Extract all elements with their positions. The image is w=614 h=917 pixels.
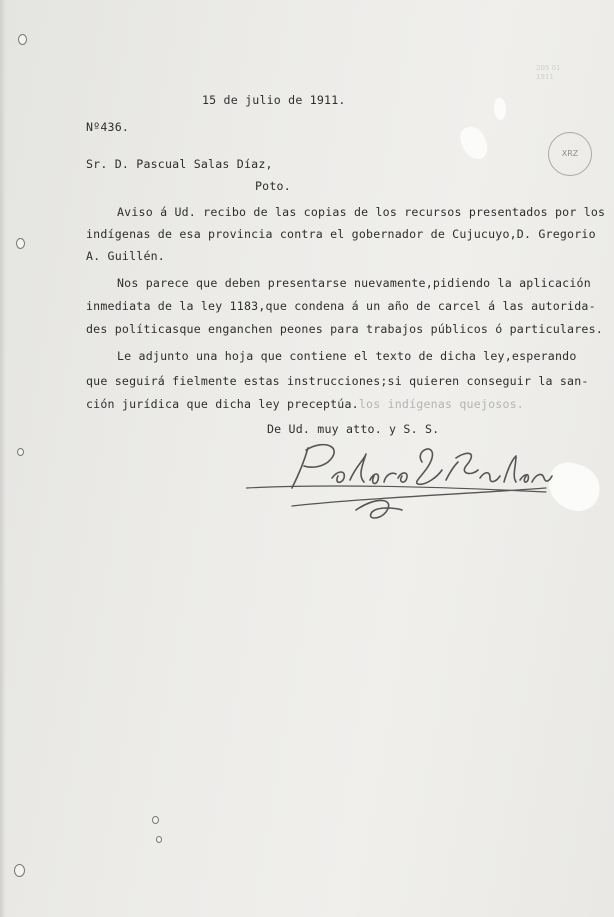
paragraph-2-line-2: inmediata de la ley 1183,que condena á un año de carcel á las autorida-	[86, 299, 596, 313]
paragraph-2-line-1: Nos parece que deben presentarse nuevamente,pidiendo la aplicación	[117, 276, 591, 290]
struck-out-text: los indígenas quejosos.	[358, 397, 524, 411]
punch-hole-top	[18, 34, 27, 45]
page-edge-shadow	[0, 0, 6, 917]
paragraph-3-line-2: que seguirá fielmente estas instrucciones;si quieren conseguir la san-	[86, 374, 589, 388]
archive-stamp: XRZ	[548, 132, 592, 176]
punch-hole-mark-2	[156, 836, 162, 843]
paragraph-3-line-1: Le adjunto una hoja que contiene el texto de dicha ley,esperando	[117, 349, 577, 363]
faint-archive-stamp: 205 01 1911	[536, 64, 561, 81]
paragraph-3-line-3-text: ción jurídica que dicha ley preceptúa.	[86, 397, 359, 411]
punch-hole-mark	[152, 816, 159, 824]
letter-date: 15 de julio de 1911.	[202, 93, 346, 107]
paper-wear-patch	[494, 98, 506, 120]
recipient-name: Sr. D. Pascual Salas Díaz,	[86, 157, 273, 171]
paragraph-1-line-2: indígenas de esa provincia contra el gobernador de Cujucuyo,D. Gregorio	[86, 227, 596, 241]
paragraph-2-line-3: des políticasque enganchen peones para trabajos públicos ó particulares.	[86, 322, 603, 336]
punch-hole-bottom	[14, 864, 25, 877]
paper-wear-patch	[457, 123, 491, 163]
punch-hole-middle	[16, 238, 25, 249]
recipient-location: Poto.	[255, 179, 291, 193]
paragraph-3-line-3	[86, 397, 524, 411]
paragraph-1-line-1: Aviso á Ud. recibo de las copias de los recursos presentados por los	[117, 205, 606, 219]
paragraph-1-line-3: A. Guillén.	[86, 249, 165, 263]
handwritten-signature	[246, 436, 566, 526]
punch-hole-lower	[17, 448, 24, 456]
closing-line: De Ud. muy atto. y S. S.	[267, 422, 440, 436]
letter-number: Nº436.	[86, 120, 130, 134]
